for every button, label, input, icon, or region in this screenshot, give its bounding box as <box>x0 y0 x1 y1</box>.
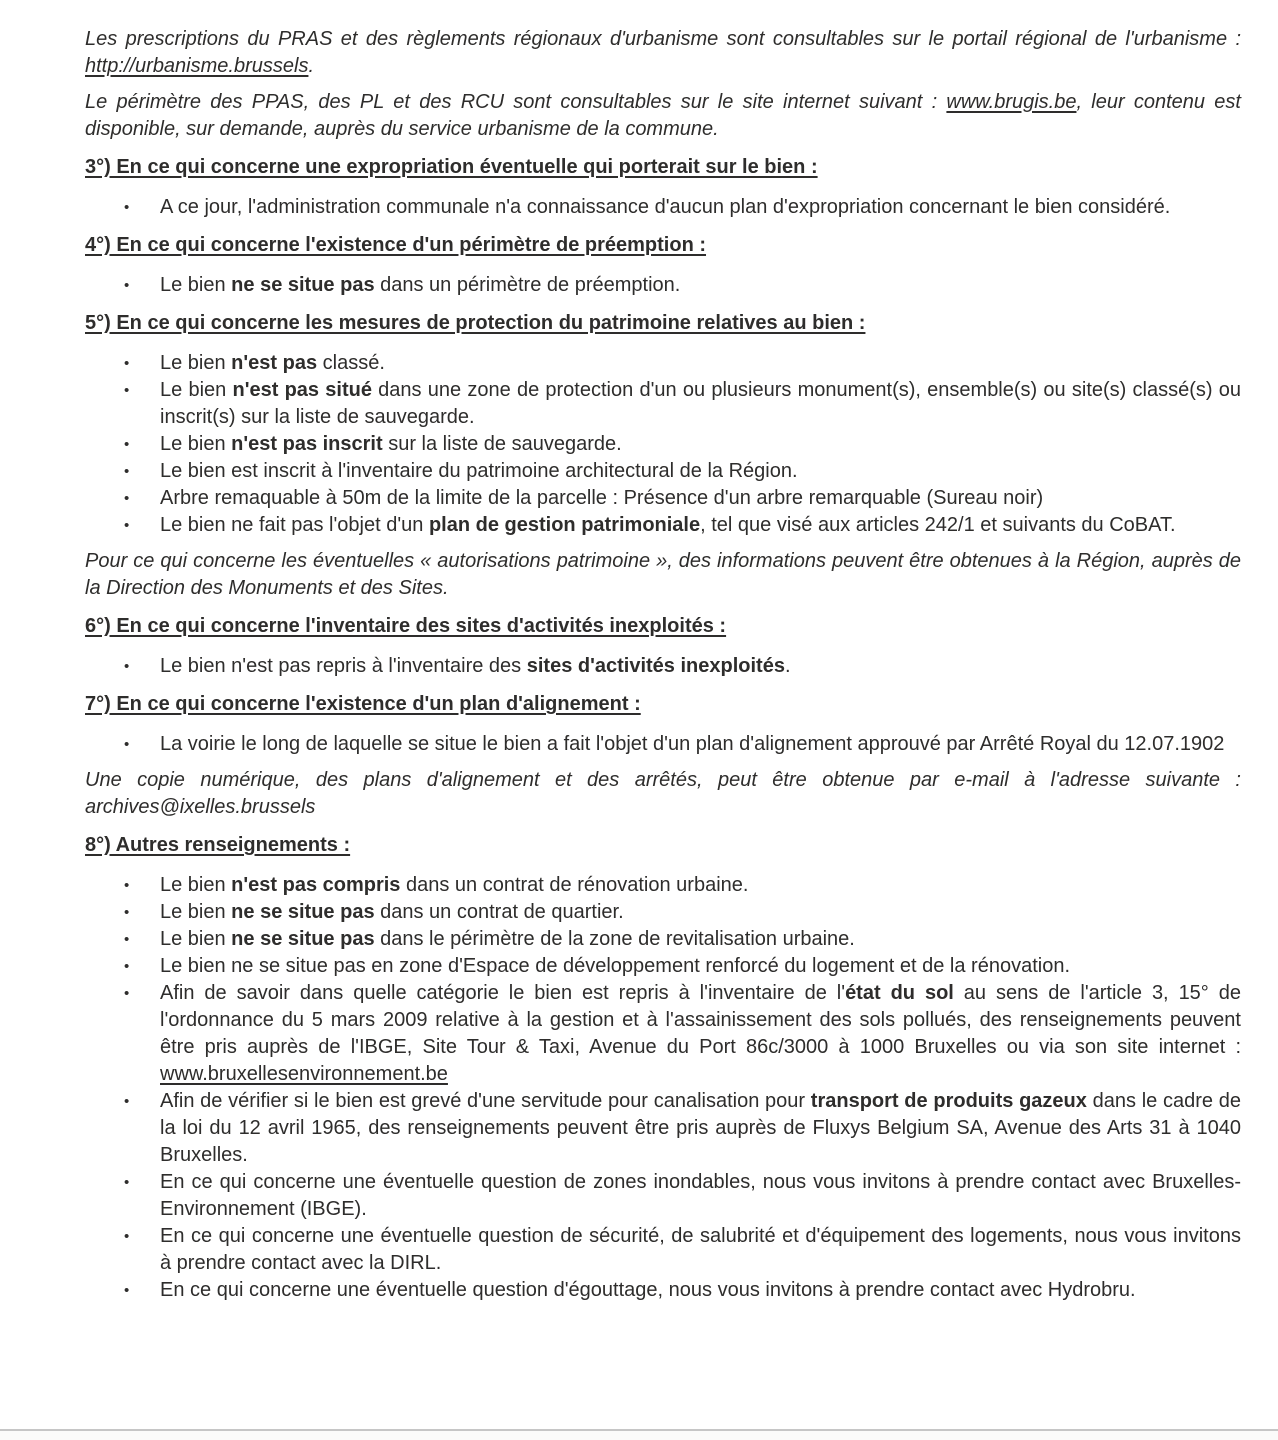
text-segment: n'est pas situé <box>232 379 372 401</box>
text-segment: En ce qui concerne une éventuelle question de zones inondables, nous vous invitons à prendre contact avec Bruxelles-Environnement (IBGE). <box>160 1171 1241 1220</box>
text-segment: Le bien <box>160 928 232 950</box>
list-item-text <box>160 194 1241 221</box>
text-segment: Afin de vérifier si le bien est grevé d'une servitude pour canalisation pour <box>160 1090 811 1112</box>
list-item <box>85 512 1241 539</box>
text-segment: ne se situe pas <box>231 274 375 296</box>
bullet-icon: • <box>124 436 130 453</box>
text-segment: ne se situe pas <box>231 928 375 950</box>
list-item-text <box>160 512 1241 539</box>
text-segment: n'est pas inscrit <box>231 433 383 455</box>
text-segment: Le bien <box>160 901 232 923</box>
text-segment: dans un contrat de rénovation urbaine. <box>400 874 749 896</box>
list-item-text <box>160 377 1241 431</box>
text-segment: Le bien <box>160 874 232 896</box>
list-item-text <box>160 872 1241 899</box>
text-segment: , leur contenu est disponible, sur demande, auprès du service urbanisme de la commune. <box>85 91 1241 140</box>
section-heading <box>85 613 1241 640</box>
list-item <box>85 980 1241 1088</box>
bullet-icon: • <box>124 1093 130 1110</box>
text-segment: 3°) En ce qui concerne une expropriation éventuelle qui porterait sur le bien : <box>85 156 818 178</box>
text-segment: Le périmètre des PPAS, des PL et des RCU sont consultables sur le site internet suivant : <box>85 91 947 113</box>
text-segment: état du sol <box>845 982 954 1004</box>
text-segment: Le bien ne se situe pas en zone d'Espace de développement renforcé du logement et de la rénovation. <box>160 955 1070 977</box>
bullet-icon: • <box>124 931 130 948</box>
paragraph <box>85 26 1241 80</box>
text-segment: Le bien est inscrit à l'inventaire du patrimoine architectural de la Région. <box>160 460 798 482</box>
list-item-text <box>160 1088 1241 1169</box>
document-page <box>85 26 1241 1313</box>
text-segment: Le bien <box>160 274 232 296</box>
url-link: www.brugis.be <box>946 91 1077 113</box>
page-bottom-divider <box>0 1429 1278 1431</box>
bullet-icon: • <box>124 517 130 534</box>
list-item <box>85 1223 1241 1277</box>
list-item-text <box>160 926 1241 953</box>
section-heading <box>85 832 1241 859</box>
url-link: http://urbanisme.brussels <box>85 55 309 77</box>
list-item-text <box>160 1223 1241 1277</box>
section-heading <box>85 691 1241 718</box>
section-heading <box>85 154 1241 181</box>
text-segment: . <box>308 55 314 77</box>
paragraph <box>85 767 1241 821</box>
text-segment: n'est pas <box>231 352 318 374</box>
text-segment: dans une zone de protection d'un ou plusieurs monument(s), ensemble(s) ou site(s) classé(s) ou inscrit(s) sur la liste de sauvegarde. <box>160 379 1242 428</box>
text-segment: Afin de savoir dans quelle catégorie le bien est repris à l'inventaire de l' <box>160 982 846 1004</box>
text-segment: Le bien <box>160 433 232 455</box>
list-item <box>85 926 1241 953</box>
text-segment: dans le périmètre de la zone de revitalisation urbaine. <box>374 928 855 950</box>
bullet-icon: • <box>124 277 130 294</box>
text-segment: sur la liste de sauvegarde. <box>382 433 622 455</box>
bullet-list <box>85 194 1241 221</box>
text-segment: Les prescriptions du PRAS et des règlements régionaux d'urbanisme sont consultables sur le portail régional de l'urbanisme : <box>85 28 1241 50</box>
text-segment: A ce jour, l'administration communale n'a connaissance d'aucun plan d'expropriation concernant le bien considéré. <box>160 196 1171 218</box>
text-segment: La voirie le long de laquelle se situe le bien a fait l'objet d'un plan d'alignement approuvé par Arrêté Royal du 12.07.1902 <box>160 733 1225 755</box>
text-segment: , tel que visé aux articles 242/1 et suivants du CoBAT. <box>700 514 1176 536</box>
text-segment: . <box>784 655 791 677</box>
text-segment: 6°) En ce qui concerne l'inventaire des sites d'activités inexploités : <box>85 615 727 637</box>
text-segment: ne se situe pas <box>231 901 375 923</box>
list-item <box>85 458 1241 485</box>
url-link: www.bruxellesenvironnement.be <box>160 1063 448 1085</box>
list-item <box>85 350 1241 377</box>
list-item <box>85 485 1241 512</box>
list-item-text <box>160 653 1241 680</box>
text-segment: Le bien <box>160 379 233 401</box>
list-item <box>85 872 1241 899</box>
list-item-text <box>160 1169 1241 1223</box>
text-segment: n'est pas compris <box>231 874 401 896</box>
text-segment: Le bien n'est pas repris à l'inventaire des <box>160 655 527 677</box>
list-item <box>85 194 1241 221</box>
bullet-icon: • <box>124 736 130 753</box>
document-body <box>85 26 1241 1304</box>
list-item <box>85 377 1241 431</box>
bullet-list <box>85 350 1241 539</box>
text-segment: Pour ce qui concerne les éventuelles « autorisations patrimoine », des informations peuvent être obtenues à la Région, auprès de la Direction des Monuments et des Sites. <box>85 550 1241 599</box>
bullet-list <box>85 653 1241 680</box>
text-segment: transport de produits gazeux <box>810 1090 1087 1112</box>
text-segment: dans un contrat de quartier. <box>374 901 624 923</box>
list-item-text <box>160 731 1241 758</box>
text-segment: 8°) Autres renseignements : <box>85 834 351 856</box>
text-segment: Une copie numérique, des plans d'alignement et des arrêtés, peut être obtenue par e-mail à l'adresse suivante : archives@ixelles.brussels <box>85 769 1241 818</box>
list-item-text <box>160 899 1241 926</box>
text-segment: au sens de l'article 3, 15° de l'ordonnance du 5 mars 2009 relative à la gestion et à l'assainissement des sols pollués, des renseignements peuvent être pris auprès de l'IBGE, Site Tour & Taxi, Avenue du Port 86c/3000 à 1000 Bruxelles ou via son site internet : <box>160 982 1242 1058</box>
bullet-icon: • <box>124 355 130 372</box>
text-segment: Arbre remaquable à 50m de la limite de la parcelle : Présence d'un arbre remarquable (Sureau noir) <box>160 487 1044 509</box>
text-segment: 4°) En ce qui concerne l'existence d'un périmètre de préemption : <box>85 234 707 256</box>
text-segment: En ce qui concerne une éventuelle question de sécurité, de salubrité et d'équipement des logements, nous vous invitons à prendre contact avec la DIRL. <box>160 1225 1241 1274</box>
bullet-icon: • <box>124 490 130 507</box>
section-heading <box>85 232 1241 259</box>
paragraph <box>85 548 1241 602</box>
list-item <box>85 431 1241 458</box>
list-item-text <box>160 980 1241 1088</box>
bullet-list <box>85 731 1241 758</box>
bullet-icon: • <box>124 958 130 975</box>
text-segment: En ce qui concerne une éventuelle question d'égouttage, nous vous invitons à prendre contact avec Hydrobru. <box>160 1279 1136 1301</box>
bullet-icon: • <box>124 1174 130 1191</box>
bullet-icon: • <box>124 658 130 675</box>
list-item <box>85 1169 1241 1223</box>
bullet-icon: • <box>124 1228 130 1245</box>
list-item <box>85 1088 1241 1169</box>
list-item <box>85 272 1241 299</box>
text-segment: dans le cadre de la loi du 12 avril 1965, des renseignements peuvent être pris auprès de Fluxys Belgium SA, Avenue des Arts 31 à 1040 Bruxelles. <box>160 1090 1241 1166</box>
list-item-text <box>160 485 1241 512</box>
list-item <box>85 731 1241 758</box>
list-item-text <box>160 953 1241 980</box>
text-segment: classé. <box>317 352 385 374</box>
text-segment: plan de gestion patrimoniale <box>428 514 701 536</box>
list-item-text <box>160 350 1241 377</box>
bullet-list <box>85 872 1241 1304</box>
list-item-text <box>160 272 1241 299</box>
text-segment: sites d'activités inexploités <box>526 655 785 677</box>
list-item <box>85 899 1241 926</box>
bullet-icon: • <box>124 985 130 1002</box>
page-bottom-margin <box>0 1431 1278 1440</box>
bullet-icon: • <box>124 199 130 216</box>
bullet-list <box>85 272 1241 299</box>
text-segment: Le bien ne fait pas l'objet d'un <box>160 514 429 536</box>
list-item <box>85 653 1241 680</box>
bullet-icon: • <box>124 904 130 921</box>
paragraph <box>85 89 1241 143</box>
bullet-icon: • <box>124 382 130 399</box>
list-item-text <box>160 431 1241 458</box>
text-segment: dans un périmètre de préemption. <box>374 274 681 296</box>
text-segment: 5°) En ce qui concerne les mesures de protection du patrimoine relatives au bien : <box>85 312 866 334</box>
section-heading <box>85 310 1241 337</box>
bullet-icon: • <box>124 1282 130 1299</box>
bullet-icon: • <box>124 877 130 894</box>
bullet-icon: • <box>124 463 130 480</box>
list-item <box>85 953 1241 980</box>
text-segment: Le bien <box>160 352 232 374</box>
list-item-text <box>160 458 1241 485</box>
list-item-text <box>160 1277 1241 1304</box>
list-item <box>85 1277 1241 1304</box>
text-segment: 7°) En ce qui concerne l'existence d'un plan d'alignement : <box>85 693 641 715</box>
